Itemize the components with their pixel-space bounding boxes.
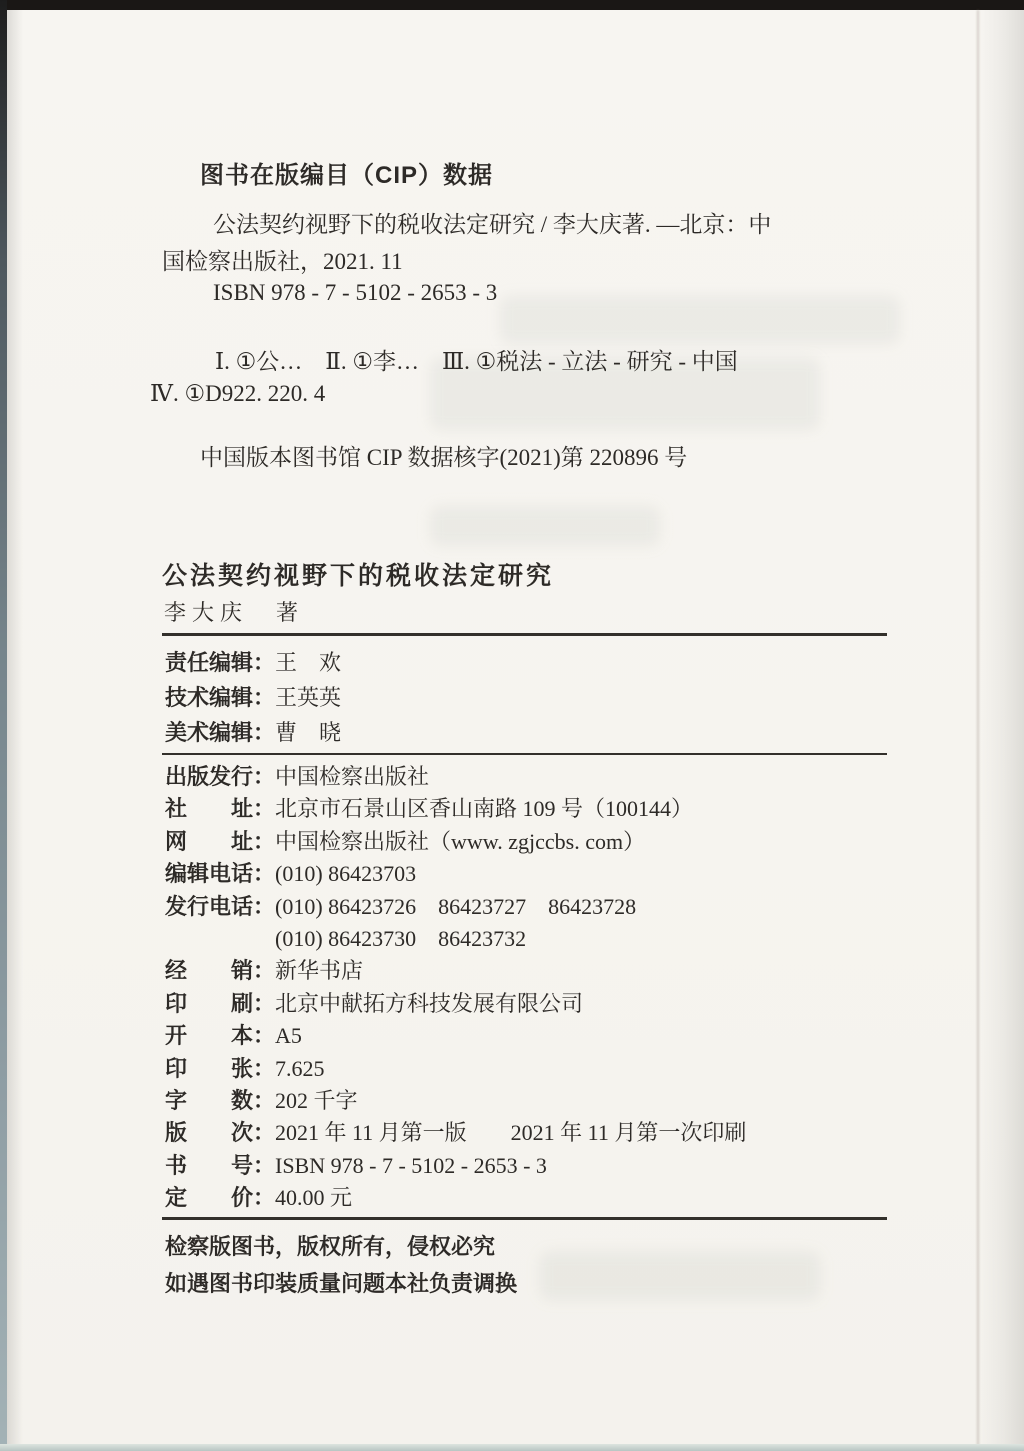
cip-section-heading: 图书在版编目（CIP）数据 xyxy=(200,162,494,189)
book-author: 李大庆 著 xyxy=(164,600,305,625)
colophon-value: 新华书店 xyxy=(275,958,364,984)
colophon-value: 北京市石景山区香山南路 109 号（100144） xyxy=(275,796,694,822)
cip-classification-line-2: Ⅳ. ①D922. 220. 4 xyxy=(150,381,326,406)
colophon-row xyxy=(165,1053,746,1085)
cip-record-number: 中国版本图书馆 CIP 数据核字(2021)第 220896 号 xyxy=(200,445,688,470)
colophon-label: 社 址： xyxy=(165,796,276,822)
divider-rule xyxy=(162,633,887,636)
colophon-row xyxy=(165,1117,746,1149)
colophon-value: A5 xyxy=(275,1023,302,1049)
spine-shadow xyxy=(7,10,23,1451)
colophon-row xyxy=(165,858,746,890)
divider-rule xyxy=(162,1217,887,1220)
cip-entry-line-2: 国检察出版社，2021. 11 xyxy=(162,249,403,274)
scan-edge-bottom xyxy=(0,1444,1024,1451)
colophon-label: 定 价： xyxy=(165,1185,276,1211)
editor-row xyxy=(165,680,341,715)
colophon-value: ISBN 978 - 7 - 5102 - 2653 - 3 xyxy=(275,1152,547,1178)
ink-bleed-ghost xyxy=(500,296,900,344)
editor-role-label: 责任编辑： xyxy=(165,650,276,675)
colophon-value: 北京中献拓方科技发展有限公司 xyxy=(275,990,584,1016)
page-crease xyxy=(977,10,979,1451)
colophon-row xyxy=(165,891,746,923)
colophon-row xyxy=(165,761,746,793)
cip-classification-line-1: Ⅰ. ①公… Ⅱ. ①李… Ⅲ. ①税法 - 立法 - 研究 - 中国 xyxy=(215,349,738,374)
ink-bleed-ghost xyxy=(430,506,660,546)
colophon-value: 7.625 xyxy=(275,1055,325,1081)
book-title: 公法契约视野下的税收法定研究 xyxy=(162,562,555,590)
scan-edge-top xyxy=(0,0,1024,10)
colophon-row xyxy=(165,988,746,1020)
divider-rule xyxy=(162,753,887,755)
exchange-notice-line: 如遇图书印装质量问题本社负责调换 xyxy=(165,1271,518,1296)
colophon-block xyxy=(165,761,746,1214)
colophon-row xyxy=(165,1020,746,1052)
colophon-value: 202 千字 xyxy=(275,1087,358,1113)
ink-bleed-ghost xyxy=(540,1252,820,1300)
colophon-row xyxy=(165,955,746,987)
colophon-row xyxy=(165,826,746,858)
colophon-value: 中国检察出版社 xyxy=(275,764,430,789)
editor-row xyxy=(165,715,341,750)
copyright-notice-line: 检察版图书，版权所有，侵权必究 xyxy=(165,1234,496,1259)
colophon-value: 中国检察出版社（www. zgjccbs. com） xyxy=(275,828,646,854)
colophon-value: 40.00 元 xyxy=(275,1185,353,1211)
colophon-value: (010) 86423730 86423732 xyxy=(275,925,527,951)
colophon-label: 书 号： xyxy=(165,1152,276,1178)
editor-role-label: 美术编辑： xyxy=(165,720,276,745)
editor-role-label: 技术编辑： xyxy=(165,685,276,710)
colophon-label: 发行电话： xyxy=(165,893,276,919)
book-spine-edge xyxy=(0,0,7,1451)
editor-name: 王英英 xyxy=(275,685,342,710)
editor-row xyxy=(165,645,341,680)
colophon-row xyxy=(165,793,746,825)
colophon-label: 版 次： xyxy=(165,1120,276,1146)
colophon-value: 2021 年 11 月第一版 2021 年 11 月第一次印刷 xyxy=(275,1120,747,1146)
colophon-label: 印 刷： xyxy=(165,990,276,1016)
colophon-label: 出版发行： xyxy=(165,764,276,789)
colophon-row xyxy=(165,1182,746,1214)
editors-block xyxy=(165,645,341,750)
colophon-row xyxy=(165,1085,746,1117)
colophon-value: (010) 86423703 xyxy=(275,861,417,887)
colophon-row-continuation xyxy=(165,923,746,955)
colophon-label: 编辑电话： xyxy=(165,861,276,887)
editor-name: 曹 晓 xyxy=(275,720,342,745)
colophon-row xyxy=(165,1150,746,1182)
colophon-label: 经 销： xyxy=(165,958,276,984)
cip-isbn: ISBN 978 - 7 - 5102 - 2653 - 3 xyxy=(213,280,498,305)
colophon-label: 印 张： xyxy=(165,1055,276,1081)
colophon-label: 字 数： xyxy=(165,1087,276,1113)
copyright-notices xyxy=(165,1228,517,1302)
colophon-label: 开 本： xyxy=(165,1023,276,1049)
editor-name: 王 欢 xyxy=(275,650,342,675)
page-curl-shade xyxy=(980,10,1024,1451)
colophon-label: 网 址： xyxy=(165,828,276,854)
cip-entry-line-1: 公法契约视野下的税收法定研究 / 李大庆著. —北京：中 xyxy=(213,212,772,237)
colophon-value: (010) 86423726 86423727 86423728 xyxy=(275,893,637,919)
